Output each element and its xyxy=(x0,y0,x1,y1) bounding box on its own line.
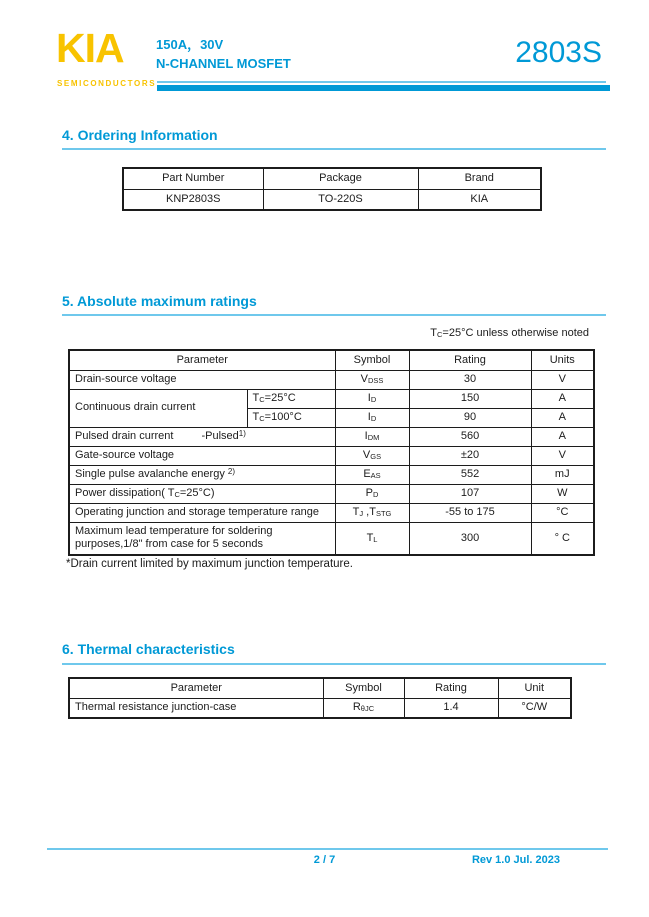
symbol-base: I xyxy=(367,391,371,404)
param-cell xyxy=(69,522,335,555)
table-row-tl xyxy=(69,522,594,555)
ordering-table xyxy=(122,167,542,211)
unit-cell: A xyxy=(531,427,594,446)
symbol-cell xyxy=(335,503,409,522)
symbol-base-2: T xyxy=(369,505,376,518)
rating-cell: 150 xyxy=(409,389,531,408)
rating-cell: 552 xyxy=(409,465,531,484)
symbol-sub: θJC xyxy=(360,704,375,714)
header-divider-thick xyxy=(157,85,610,91)
condition-note xyxy=(430,327,589,339)
unit-cell: mJ xyxy=(531,465,594,484)
cond-sub: C xyxy=(259,394,265,404)
device-type: N-CHANNEL MOSFET xyxy=(156,56,291,71)
param-line-2: purposes,1/8" from case for 5 seconds xyxy=(75,538,263,551)
col-header-package: Package xyxy=(263,168,418,189)
symbol-sub: DSS xyxy=(367,375,384,385)
table-row-eas xyxy=(69,465,594,484)
table-row-id-25 xyxy=(69,389,594,408)
symbol-separator: , xyxy=(363,505,370,518)
param-cell xyxy=(69,465,335,484)
logo-subtext: SEMICONDUCTORS xyxy=(57,79,157,88)
device-summary xyxy=(156,35,291,73)
condition-cell xyxy=(247,408,335,427)
cond-rest: =25°C unless otherwise noted xyxy=(442,327,589,339)
cond-base: T xyxy=(430,327,437,339)
col-header-symbol: Symbol xyxy=(335,350,409,370)
symbol-cell xyxy=(335,446,409,465)
symbol-sub: L xyxy=(373,534,378,544)
param-cell: Continuous drain current xyxy=(69,389,247,427)
param-cell: Gate-source voltage xyxy=(69,446,335,465)
section-title-thermal: 6. Thermal characteristics xyxy=(62,641,235,657)
cond-rest: =100°C xyxy=(264,410,302,423)
table-header-row xyxy=(69,350,594,370)
device-rating: 150A，30V xyxy=(156,37,224,52)
rating-cell: 560 xyxy=(409,427,531,446)
cond-base: T xyxy=(252,391,260,404)
kia-logo: KIA xyxy=(56,25,124,71)
table-row xyxy=(123,189,541,210)
revision-label: Rev 1.0 Jul. 2023 xyxy=(471,854,560,866)
rating-cell: 30 xyxy=(409,370,531,389)
section-underline xyxy=(62,663,606,665)
cond-sub: C xyxy=(437,330,443,339)
symbol-base: E xyxy=(363,467,371,480)
symbol-base: I xyxy=(364,429,368,442)
symbol-base: I xyxy=(367,410,371,423)
unit-cell: A xyxy=(531,389,594,408)
unit-cell: V xyxy=(531,446,594,465)
unit-cell: °C xyxy=(531,503,594,522)
param-sub: C xyxy=(174,489,180,499)
col-header-brand: Brand xyxy=(418,168,541,189)
symbol-sub-2: STG xyxy=(375,508,392,518)
table-row-tj xyxy=(69,503,594,522)
param-cell: Drain-source voltage xyxy=(69,370,335,389)
rating-cell: 107 xyxy=(409,484,531,503)
col-header-unit: Unit xyxy=(498,678,571,698)
package-cell: TO-220S xyxy=(263,189,418,210)
symbol-sub: D xyxy=(370,413,377,423)
symbol-base: T xyxy=(352,505,360,518)
col-header-rating: Rating xyxy=(409,350,531,370)
table-footnote: *Drain current limited by maximum junction temperature. xyxy=(66,558,353,570)
header-divider-thin xyxy=(157,81,606,83)
part-number-cell: KNP2803S xyxy=(123,189,263,210)
symbol-sub: D xyxy=(370,394,377,404)
part-number-title: 2803S xyxy=(515,36,602,69)
footer-divider xyxy=(47,848,608,850)
param-text-2: -Pulsed xyxy=(201,430,239,443)
symbol-cell xyxy=(335,370,409,389)
section-underline xyxy=(62,148,606,150)
section-title-max-ratings: 5. Absolute maximum ratings xyxy=(62,293,257,309)
symbol-cell xyxy=(335,522,409,555)
symbol-base: R xyxy=(352,701,361,714)
rating-cell: -55 to 175 xyxy=(409,503,531,522)
param-cell xyxy=(69,484,335,503)
param-cell xyxy=(69,427,335,446)
cond-base: T xyxy=(252,410,260,423)
rating-cell: 300 xyxy=(409,522,531,555)
symbol-cell xyxy=(335,427,409,446)
unit-cell: A xyxy=(531,408,594,427)
param-cell: Operating junction and storage temperature range xyxy=(69,503,335,522)
rating-cell: 90 xyxy=(409,408,531,427)
table-row-vdss xyxy=(69,370,594,389)
table-row-vgs xyxy=(69,446,594,465)
unit-cell: ° C xyxy=(531,522,594,555)
col-header-rating: Rating xyxy=(404,678,498,698)
unit-cell: V xyxy=(531,370,594,389)
section-underline xyxy=(62,314,606,316)
param-text: Single pulse avalanche energy xyxy=(75,468,228,481)
page-number: 2 / 7 xyxy=(313,854,336,866)
footnote-ref: 2) xyxy=(227,467,236,477)
rating-cell: ±20 xyxy=(409,446,531,465)
table-row-rthjc xyxy=(69,698,571,718)
symbol-sub: DM xyxy=(367,432,380,442)
symbol-sub: J xyxy=(359,508,364,518)
col-header-parameter: Parameter xyxy=(69,350,335,370)
thermal-characteristics-table xyxy=(68,677,572,719)
param-text: Pulsed drain current xyxy=(75,430,174,443)
param-text: Power dissipation( T xyxy=(75,486,175,499)
symbol-cell xyxy=(335,465,409,484)
unit-cell: °C/W xyxy=(498,698,571,718)
symbol-base: V xyxy=(360,372,368,385)
table-row-pd xyxy=(69,484,594,503)
unit-cell: W xyxy=(531,484,594,503)
symbol-cell xyxy=(323,698,404,718)
table-header-row xyxy=(69,678,571,698)
brand-cell: KIA xyxy=(418,189,541,210)
footnote-ref: 1) xyxy=(238,429,246,439)
rating-cell: 1.4 xyxy=(404,698,498,718)
symbol-base: V xyxy=(362,448,371,461)
cond-rest: =25°C xyxy=(264,391,296,404)
symbol-cell xyxy=(335,389,409,408)
symbol-cell xyxy=(335,484,409,503)
section-title-ordering: 4. Ordering Information xyxy=(62,127,218,143)
condition-cell xyxy=(247,389,335,408)
param-line-1: Maximum lead temperature for soldering xyxy=(75,525,273,538)
table-row-idm xyxy=(69,427,594,446)
param-cell: Thermal resistance junction-case xyxy=(69,698,323,718)
col-header-parameter: Parameter xyxy=(69,678,323,698)
absolute-maximum-ratings-table xyxy=(68,349,595,556)
col-header-symbol: Symbol xyxy=(323,678,404,698)
col-header-part-number: Part Number xyxy=(123,168,263,189)
symbol-base: P xyxy=(365,486,373,499)
symbol-sub: AS xyxy=(370,470,381,480)
symbol-cell xyxy=(335,408,409,427)
symbol-sub: GS xyxy=(370,451,382,461)
symbol-sub: D xyxy=(372,489,379,499)
col-header-units: Units xyxy=(531,350,594,370)
symbol-base: T xyxy=(366,531,374,544)
cond-sub: C xyxy=(259,413,265,423)
table-header-row xyxy=(123,168,541,189)
param-text-post: =25°C) xyxy=(179,486,215,499)
